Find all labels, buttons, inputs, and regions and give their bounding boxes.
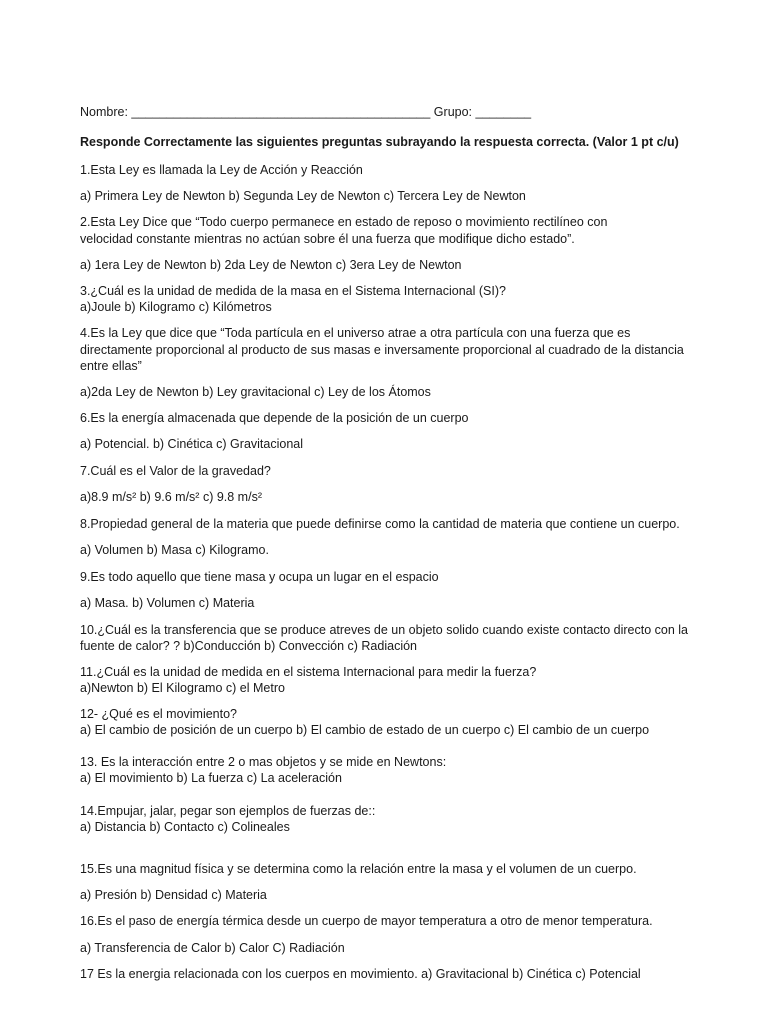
answers-7: a)8.9 m/s² b) 9.6 m/s² c) 9.8 m/s²: [80, 490, 262, 504]
question-9: 9.Es todo aquello que tiene masa y ocupa un lugar en el espacio: [80, 570, 439, 584]
answers-6: a) Potencial. b) Cinética c) Gravitacional: [80, 437, 304, 451]
question-4-line-2: directamente proporcional al producto de sus masas e inversamente proporcional al cuadrado de la distancia: [80, 343, 684, 357]
answers-15: a) Presión b) Densidad c) Materia: [80, 888, 267, 902]
answers-3: a)Joule b) Kilogramo c) Kilómetros: [80, 300, 272, 314]
question-2-line-1: 2.Esta Ley Dice que “Todo cuerpo permanece en estado de reposo o movimiento rectilíneo con: [80, 215, 608, 229]
answers-1: a) Primera Ley de Newton b) Segunda Ley de Newton c) Tercera Ley de Newton: [80, 189, 526, 203]
answers-11: a)Newton b) El Kilogramo c) el Metro: [80, 681, 285, 695]
instructions: Responde Correctamente las siguientes preguntas subrayando la respuesta correcta. (Valor 1 pt c/u): [80, 135, 679, 149]
answers-8: a) Volumen b) Masa c) Kilogramo.: [80, 543, 269, 557]
question-3: 3.¿Cuál es la unidad de medida de la masa en el Sistema Internacional (SI)?: [80, 284, 506, 298]
answers-9: a) Masa. b) Volumen c) Materia: [80, 596, 255, 610]
question-16: 16.Es el paso de energía térmica desde un cuerpo de mayor temperatura a otro de menor temperatura.: [80, 914, 653, 928]
question-8: 8.Propiedad general de la materia que puede definirse como la cantidad de materia que contiene un cuerpo.: [80, 517, 680, 531]
question-13: 13. Es la interacción entre 2 o mas objetos y se mide en Newtons:: [80, 755, 447, 769]
question-4-line-3: entre ellas”: [80, 359, 142, 373]
question-6: 6.Es la energía almacenada que depende de la posición de un cuerpo: [80, 411, 469, 425]
answers-12: a) El cambio de posición de un cuerpo b) El cambio de estado de un cuerpo c) El cambio de un cuerpo: [80, 723, 650, 737]
question-1: 1.Esta Ley es llamada la Ley de Acción y Reacción: [80, 163, 363, 177]
question-10-line-1: 10.¿Cuál es la transferencia que se produce atreves de un objeto solido cuando existe contacto directo con la: [80, 623, 689, 637]
question-7: 7.Cuál es el Valor de la gravedad?: [80, 464, 271, 478]
answers-4: a)2da Ley de Newton b) Ley gravitacional c) Ley de los Átomos: [80, 385, 431, 399]
answers-16: a) Transferencia de Calor b) Calor C) Radiación: [80, 941, 345, 955]
question-15: 15.Es una magnitud física y se determina como la relación entre la masa y el volumen de un cuerpo.: [80, 862, 637, 876]
answers-2: a) 1era Ley de Newton b) 2da Ley de Newton c) 3era Ley de Newton: [80, 258, 462, 272]
answers-13: a) El movimiento b) La fuerza c) La aceleración: [80, 771, 342, 785]
question-17: 17 Es la energia relacionada con los cuerpos en movimiento. a) Gravitacional b) Cinética c) Potencial: [80, 967, 641, 981]
question-2-line-2: velocidad constante mientras no actúan sobre él una fuerza que modifique dicho estado”.: [80, 232, 575, 246]
answers-14: a) Distancia b) Contacto c) Colineales: [80, 820, 290, 834]
question-4-line-1: 4.Es la Ley que dice que “Toda partícula en el universo atrae a otra partícula con una fuerza que es: [80, 326, 631, 340]
question-11: 11.¿Cuál es la unidad de medida en el sistema Internacional para medir la fuerza?: [80, 665, 537, 679]
question-12: 12- ¿Qué es el movimiento?: [80, 707, 238, 721]
question-10-line-2: fuente de calor? ? b)Conducción b) Convección c) Radiación: [80, 639, 417, 653]
question-14: 14.Empujar, jalar, pegar son ejemplos de fuerzas de::: [80, 804, 376, 818]
nombre-grupo-line: Nombre: ___________________________________________ Grupo: ________: [80, 105, 532, 119]
